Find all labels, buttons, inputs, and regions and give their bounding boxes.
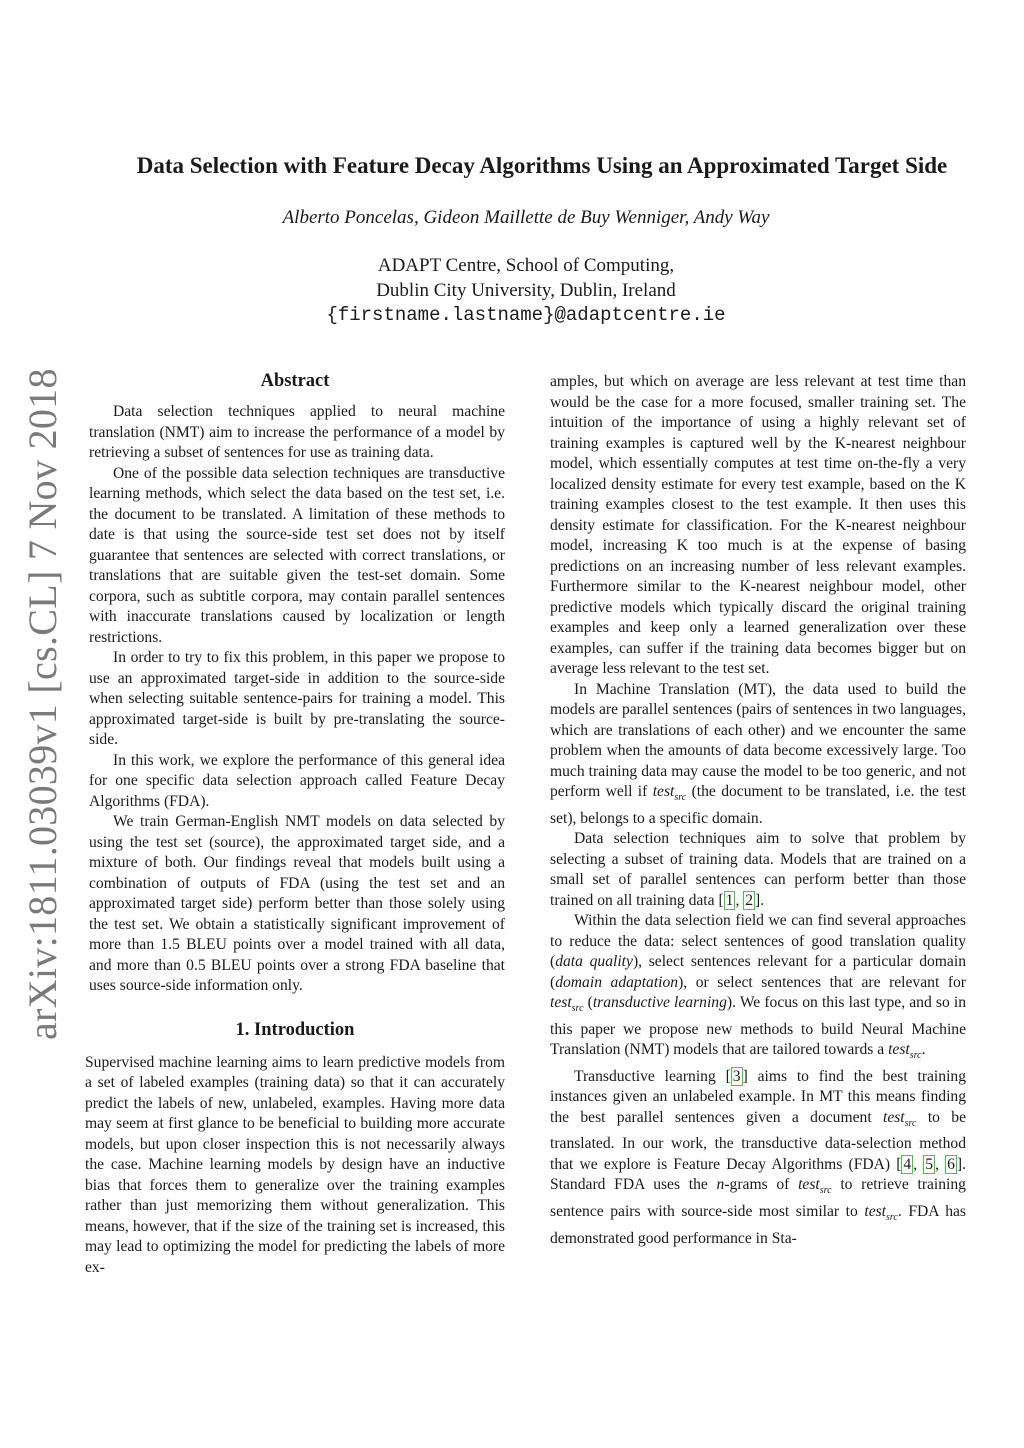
- authors: Alberto Poncelas, Gideon Maillette de Buy Wenniger, Andy Way: [282, 207, 770, 228]
- abstract-heading: Abstract: [260, 371, 330, 391]
- author-email: {firstname.lastname}@adaptcentre.ie: [326, 304, 726, 326]
- citation-link[interactable]: 4: [903, 1155, 912, 1173]
- affiliation-line-2: Dublin City University, Dublin, Ireland: [376, 279, 676, 301]
- body-paragraph: Within the data selection field we can find several approaches to reduce the data: select sentences of good translation quality (data quality), select sentences relevant for a particular domain (domain adaptation), or select sentences that are relevant for test$_{src}$ (transductive learning). We focus on this last type, and so in this paper we propose new methods to build Neural Machine Translation (NMT) models that are tailored towards a test$_{src}$.: [550, 912, 966, 1062]
- citation-link[interactable]: 5: [925, 1155, 934, 1173]
- citation-link[interactable]: 3: [732, 1067, 741, 1085]
- left-column: [85, 370, 505, 1278]
- abstract-paragraph: We train German-English NMT models on data selected by using the test set (source), the approximated target side, and a mixture of both. Our findings reveal that models built using a combination of outputs of FDA (using the test set and an approximated target side) perform better than those solely using the test set. We obtain a statistically significant improvement of more than 1.5 BLEU points over a model trained with all data, and more than 0.5 BLEU points over a strong FDA baseline that uses source-side information only.: [89, 813, 505, 994]
- affiliation: [0, 254, 1024, 328]
- right-column: [550, 372, 966, 1249]
- citation-link[interactable]: 1: [725, 891, 734, 909]
- citation-link[interactable]: 2: [745, 891, 754, 909]
- section-heading-introduction: 1. Introduction: [235, 1019, 355, 1040]
- citation-link[interactable]: 6: [947, 1155, 955, 1173]
- body-paragraph: amples, but which on average are less relevant at test time than would be the case for a more focused, smaller training set. The intuition of the importance of using a highly relevant set of training examples is captured well by the K-nearest neighbour model, which essentially computes at test time on-the-fly a very localized density estimate for every test example, based on the K training examples closest to the test example. It then uses this density estimate for classification. For the K-nearest neighbour model, increasing K too much is at the expense of basing predictions on an increasing number of less relevant examples. Furthermore similar to the K-nearest neighbour model, other predictive models which typically discard the original training examples and keep only a learned generalization over these examples, can suffer if the training data becomes bigger but on average less relevant to the test set.: [550, 373, 966, 677]
- arxiv-stamp: arXiv:1811.03039v1 [cs.CL] 7 Nov 2018: [20, 368, 65, 1040]
- math-test-src: test$_{src}$: [888, 1041, 922, 1062]
- math-test-src: test$_{src}$: [864, 1203, 898, 1224]
- math-test-src: test$_{src}$: [882, 1108, 917, 1129]
- abstract-paragraph: In this work, we explore the performance of this general idea for one specific data selection approach called Feature Decay Algorithms (FDA).: [89, 751, 505, 810]
- intro-paragraph: Supervised machine learning aims to learn predictive models from a set of labeled examples (training data) so that it can accurately predict the labels of new, unlabeled, examples. Having more data may seem at first glance to be beneficial to building more accurate models, but upon closer inspection this is not necessarily always the case. Machine learning models by design have an inductive bias that forces them to generalize over the training examples rather than just memorizing them without generalization. This means, however, that if the size of the training set is increased, this may lead to optimizing the model for predicting the labels of more ex-: [85, 1053, 505, 1276]
- abstract-paragraph: In order to try to fix this problem, in this paper we propose to use an approximated target-side in addition to the source-side when selecting suitable sentence-pairs for training a model. This approximated target-side is built by pre-translating the source-side.: [89, 649, 505, 748]
- abstract-paragraph: Data selection techniques applied to neural machine translation (NMT) aim to increase the performance of a model by retrieving a subset of sentences for use as training data.: [89, 403, 505, 461]
- body-paragraph: Data selection techniques aim to solve that problem by selecting a subset of training data. Models that are trained on a small set of parallel sentences can perform better than those trained on all training data [ 1 , 2 ].: [550, 830, 966, 909]
- math-test-src: test$_{src}$: [550, 994, 584, 1015]
- body-paragraph: In Machine Translation (MT), the data used to build the models are parallel sentences (pairs of sentences in two languages, which are translations of each other) and we encounter the same problem when the amounts of data become excessively large. Too much training data may cause the model to be too generic, and not perform well if test$_{src}$ (the document to be translated, i.e. the test set), belongs to a specific domain.: [550, 680, 966, 827]
- math-test-src: test$_{src}$: [798, 1176, 832, 1197]
- math-test-src: test$_{src}$: [652, 783, 687, 804]
- abstract-paragraph: One of the possible data selection techniques are transductive learning methods, which select the data based on the test set, i.e. the document to be translated. A limitation of these methods to date is that using the source-side test set does not by itself guarantee that sentences are selected with correct translations, or translations that are suitable given the test-set domain. Some corpora, such as subtitle corpora, may contain parallel sentences with inaccurate translations caused by localization or length restrictions.: [89, 464, 505, 646]
- body-paragraph: Transductive learning [ 3 ] aims to find the best training instances given an unlabeled example. In MT this means finding the best parallel sentences given a document test$_{src}$ to be translated. In our work, the transductive data-selection method that we explore is Feature Decay Algorithms (FDA) [ 4 , 5 , 6 ]. Standard FDA uses the n-grams of test$_{src}$ to retrieve training sentence pairs with source-side most similar to test$_{src}$. FDA has demonstrated good performance in Sta-: [550, 1067, 966, 1247]
- abstract-body: [85, 402, 505, 997]
- paper-title: Data Selection with Feature Decay Algorithms Using an Approximated Target Side: [136, 153, 948, 178]
- affiliation-line-1: ADAPT Centre, School of Computing,: [377, 255, 675, 276]
